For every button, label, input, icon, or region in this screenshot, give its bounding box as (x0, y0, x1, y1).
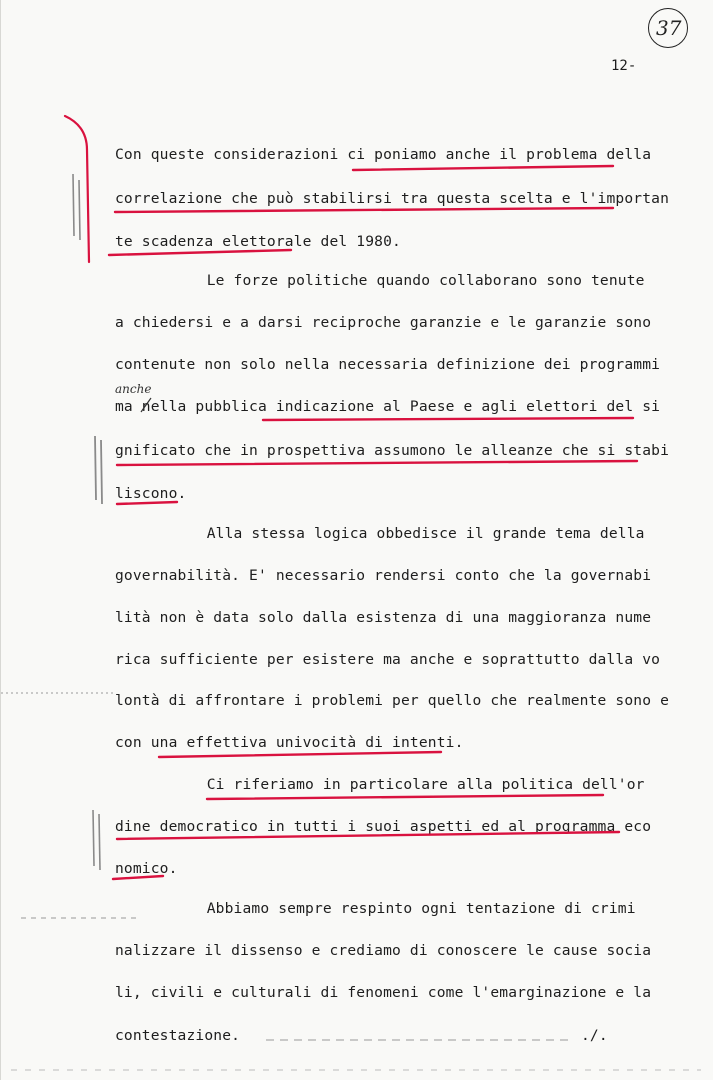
grey-margin-line (99, 814, 100, 870)
text-line-5: a chiedersi e a darsi reciproche garanzie e le garanzie sono (115, 314, 652, 331)
text-line-21: li, civili e culturali di fenomeni come l'emarginazione e la (115, 984, 652, 1001)
text-line-14: lontà di affrontare i problemi per quello che realmente sono e (115, 692, 670, 709)
archive-number: 37 (656, 16, 682, 40)
grey-margin-line (73, 174, 74, 236)
grey-margin-line (95, 436, 96, 500)
red-underline (115, 208, 613, 212)
text-line-17: dine democratico in tutti i suoi aspetti ed al programma eco (115, 818, 652, 835)
text-line-11: governabilità. E' necessario rendersi conto che la governabi (115, 567, 652, 584)
red-underline (117, 461, 637, 465)
page-number: 12- (611, 58, 637, 74)
text-line-8: gnificato che in prospettiva assumono le alleanze che si stabi (115, 442, 670, 459)
red-underline (263, 418, 633, 420)
text-line-15: con una effettiva univocità di intenti. (115, 734, 464, 751)
red-underline (159, 752, 441, 757)
insertion-slash (141, 398, 151, 412)
red-underline (117, 502, 177, 504)
red-margin-bracket (65, 116, 89, 262)
grey-margin-line (79, 180, 80, 240)
text-line-13: rica sufficiente per esistere ma anche e soprattutto dalla vo (115, 651, 661, 668)
text-line-7: ma nella pubblica indicazione al Paese e agli elettori del si (115, 398, 661, 415)
text-line-9: liscono. (115, 485, 187, 502)
grey-margin-line (93, 810, 94, 866)
pencil-annotations (1, 0, 713, 1080)
text-line-1: Con queste considerazioni ci poniamo anche il problema della (115, 146, 652, 163)
grey-margin-line (101, 440, 102, 504)
text-line-3: te scadenza elettorale del 1980. (115, 233, 401, 250)
red-underline (117, 832, 619, 839)
text-line-16: Ci riferiamo in particolare alla politica dell'or (171, 776, 645, 793)
handwritten-margin-note: anche (115, 382, 152, 396)
text-line-22: contestazione. (115, 1027, 241, 1044)
text-line-18: nomico. (115, 860, 178, 877)
text-line-6: contenute non solo nella necessaria definizione dei programmi (115, 356, 661, 373)
continuation-mark: ./. (581, 1027, 608, 1044)
text-line-10: Alla stessa logica obbedisce il grande tema della (171, 525, 645, 542)
red-underline (113, 876, 163, 879)
text-line-19: Abbiamo sempre respinto ogni tentazione di crimi (171, 900, 636, 917)
text-line-2: correlazione che può stabilirsi tra questa scelta e l'importan (115, 190, 670, 207)
red-underline (109, 250, 291, 255)
red-underline (207, 795, 603, 799)
text-line-4: Le forze politiche quando collaborano sono tenute (171, 272, 645, 289)
text-line-12: lità non è data solo dalla esistenza di una maggioranza nume (115, 609, 652, 626)
red-underline (353, 166, 613, 170)
text-line-20: nalizzare il dissenso e crediamo di conoscere le cause socia (115, 942, 652, 959)
